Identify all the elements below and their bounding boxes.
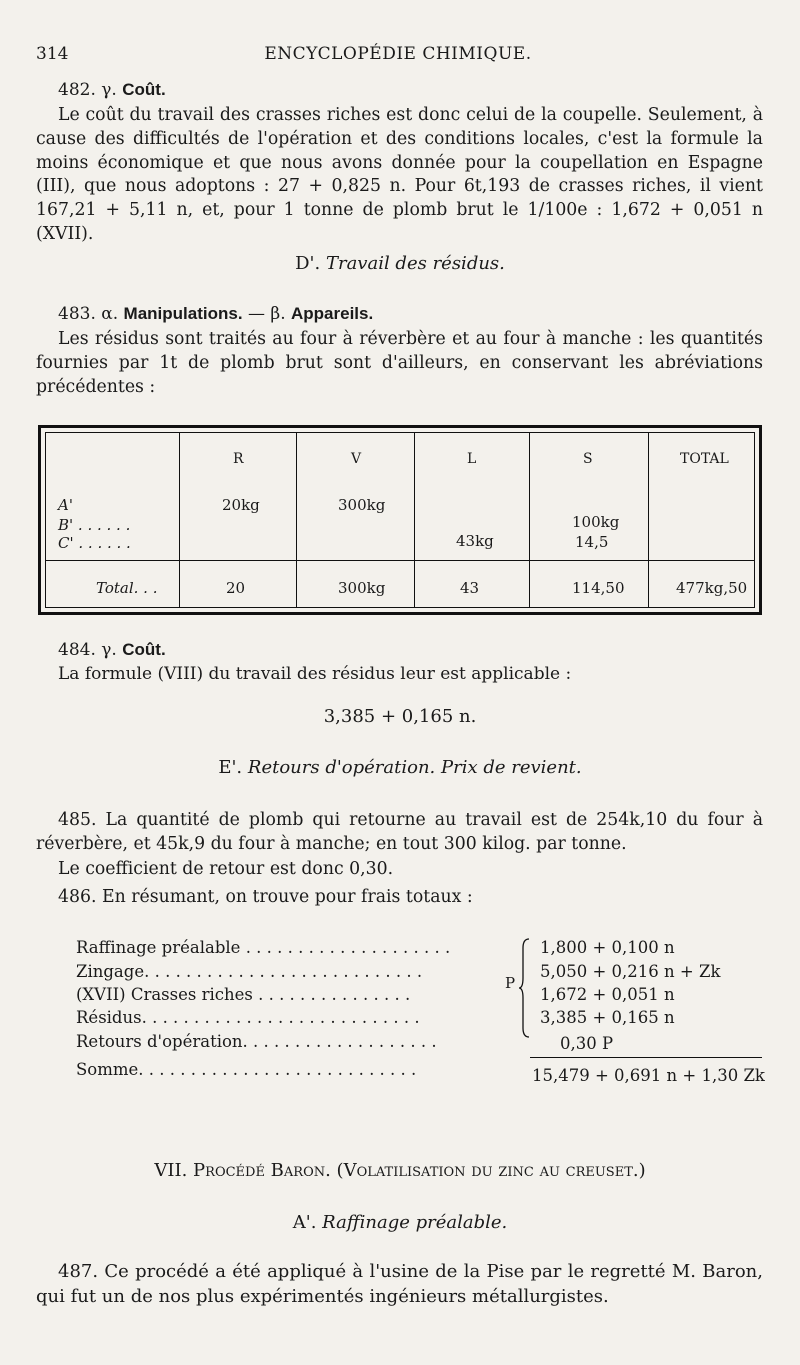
section-482-heading (58, 80, 166, 100)
section-485-body: 485. La quantité de plomb qui retourne au travail est de 254k,10 du four à réverbère, et 45k,9 du four à manche; en tout 300 kilog. par tonne. (36, 810, 763, 854)
running-header (36, 44, 760, 70)
running-title: ENCYCLOPÉDIE CHIMIQUE. (264, 44, 532, 64)
cost-item-value: 1,672 + 0,051 n (540, 985, 675, 1004)
cost-item-value: 5,050 + 0,216 n + Zk (540, 962, 721, 981)
section-vii-title: VII. Procédé Baron. (Volatilisation du zinc au creuset.) (154, 1160, 646, 1181)
subsection-d-heading (0, 253, 800, 274)
subsection-a-heading (0, 1212, 800, 1233)
subsection-label: E'. (218, 757, 243, 778)
section-number-b: β. (270, 304, 286, 324)
section-number: 484. γ. (58, 640, 117, 660)
total-cell: 477kg,50 (676, 579, 748, 597)
row-label: A' (58, 496, 73, 514)
subsection-label: D'. (295, 253, 321, 274)
sum-value: 15,479 + 0,691 n + 1,30 Zk (532, 1066, 765, 1085)
col-header-total: TOTAL (680, 451, 729, 467)
total-cell: 43 (460, 579, 480, 597)
col-header-v: V (351, 451, 362, 467)
cost-item-label: Retours d'opération. . . . . . . . . . . . . . . . . . . (76, 1032, 437, 1051)
total-cell: 20 (226, 579, 246, 597)
table-cell: 300kg (338, 496, 386, 514)
section-487-body: 487. Ce procédé a été appliqué à l'usine de la Pise par le regretté M. Baron, qui fut un de nos plus expérimentés ingénieurs métallurgistes. (36, 1261, 763, 1307)
section-title-b: Appareils. (291, 304, 374, 323)
table-cell: 20kg (222, 496, 260, 514)
col-header-r: R (233, 451, 244, 467)
table-cell: 43kg (456, 532, 494, 550)
section-title: Coût. (122, 640, 166, 659)
section-483-heading (58, 304, 373, 324)
page-number: 314 (36, 44, 69, 64)
cost-item-value: 3,385 + 0,165 n (540, 1008, 675, 1027)
quantities-table (38, 425, 762, 615)
subsection-title: Travail des résidus. (325, 253, 505, 274)
total-cell: 114,50 (572, 579, 625, 597)
section-number: 482. γ. (58, 80, 117, 100)
cost-item-label: (XVII) Crasses riches . . . . . . . . . . . . . . . (76, 985, 411, 1004)
cost-item-label: Résidus. . . . . . . . . . . . . . . . . . . . . . . . . . . (76, 1008, 420, 1027)
table-cell: 100kg (572, 513, 620, 531)
title-separator: — (247, 304, 265, 324)
section-482-body: Le coût du travail des crasses riches est donc celui de la coupelle. Seulement, à cause des difficultés de l'opération et des conditions locales, c'est la formule la moins économique et que nous avons donnée pour la coupellation en Espagne (III), que nous adoptons : 27 + 0,825 n. Pour 6t,193 de crasses riches, il vient 167,21 + 5,11 n, et, pour 1 tonne de plomb brut le 1/100e : 1,672 + 0,051 n (XVII). (36, 105, 763, 244)
section-484-formula: 3,385 + 0,165 n. (323, 706, 477, 727)
section-484-body: La formule (VIII) du travail des résidus leur est applicable : (58, 664, 572, 684)
curly-brace-icon (519, 938, 531, 1038)
section-483-body: Les résidus sont traités au four à réverbère et au four à manche : les quantités fournies par 1t de plomb brut sont d'ailleurs, en conservant les abréviations précédentes : (36, 329, 763, 397)
subsection-label: A'. (292, 1212, 317, 1233)
row-label: B' . . . . . . (58, 516, 131, 534)
col-header-l: L (467, 451, 477, 467)
section-title: Coût. (122, 80, 166, 99)
section-484-heading (58, 640, 166, 660)
section-number: 483. α. (58, 304, 119, 324)
table-cell: 14,5 (575, 533, 609, 551)
cost-item-label: Raffinage préalable . . . . . . . . . . . . . . . . . . . . (76, 938, 451, 957)
total-row-label: Total. . . (96, 579, 158, 597)
col-header-s: S (583, 451, 593, 467)
sum-label: Somme. . . . . . . . . . . . . . . . . . . . . . . . . . . (76, 1060, 417, 1079)
section-486-intro: 486. En résumant, on trouve pour frais totaux : (58, 887, 473, 907)
sum-rule (530, 1057, 762, 1058)
subsection-title: Raffinage préalable. (322, 1212, 508, 1233)
cost-item-value: 1,800 + 0,100 n (540, 938, 675, 957)
section-title-a: Manipulations. (123, 304, 243, 323)
cost-item-value: 0,30 P (560, 1034, 614, 1053)
subsection-title: Retours d'opération. Prix de revient. (247, 757, 582, 778)
total-cell: 300kg (338, 579, 386, 597)
row-label: C' . . . . . . (58, 534, 131, 552)
subsection-e-heading (0, 757, 800, 778)
brace-letter: P (505, 974, 516, 992)
return-coefficient: Le coefficient de retour est donc 0,30. (58, 859, 394, 879)
cost-item-label: Zingage. . . . . . . . . . . . . . . . . . . . . . . . . . . (76, 962, 423, 981)
